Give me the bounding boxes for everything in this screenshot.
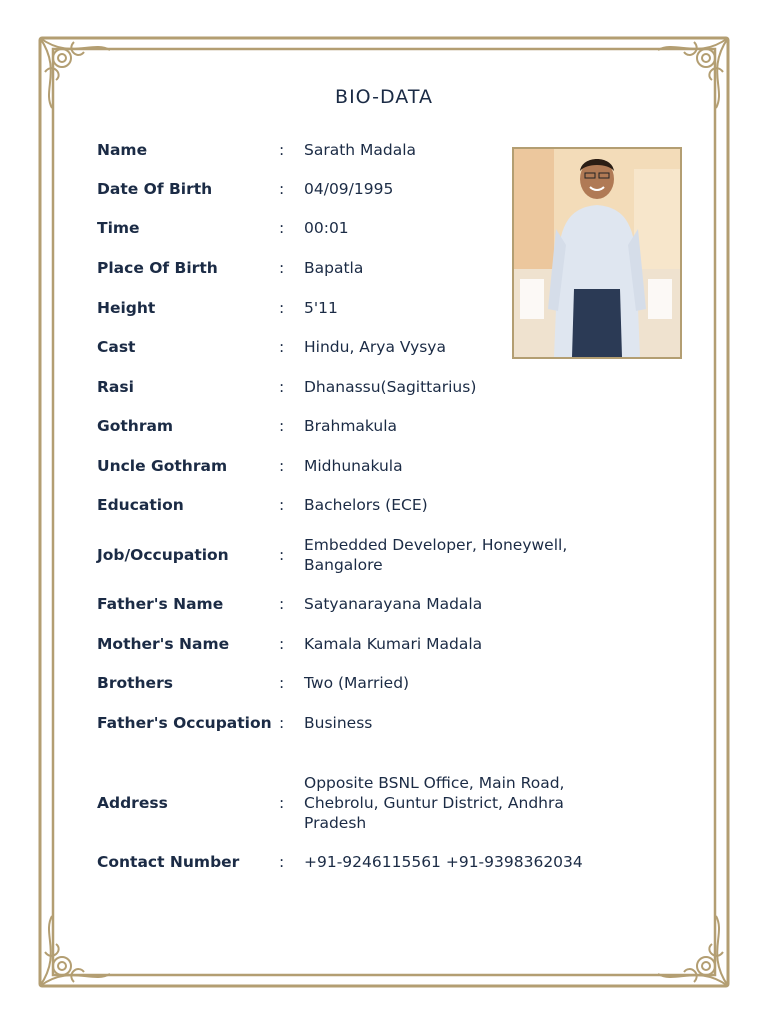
field-value: 5'11 <box>304 299 338 317</box>
field-row-uncle-gothram <box>97 456 617 476</box>
field-row-rasi <box>97 377 617 397</box>
separator: : <box>279 141 285 159</box>
field-value: Two (Married) <box>304 674 410 692</box>
field-value: Opposite BSNL Office, Main Road, Chebrolu, Guntur District, Andhra Pradesh <box>304 774 565 832</box>
separator: : <box>279 457 285 475</box>
field-row-address <box>97 773 617 833</box>
field-row-contact-number <box>97 852 617 872</box>
field-row-fathers-occupation <box>97 713 617 733</box>
field-label: Height <box>97 299 156 317</box>
field-label: Time <box>97 219 140 237</box>
field-row-name <box>97 140 617 160</box>
field-value: Kamala Kumari Madala <box>304 635 483 653</box>
field-label: Mother's Name <box>97 635 230 653</box>
field-value: Business <box>304 714 373 732</box>
field-row-cast <box>97 337 617 357</box>
field-label: Name <box>97 141 148 159</box>
separator: : <box>279 635 285 653</box>
field-value: Sarath Madala <box>304 141 417 159</box>
separator: : <box>279 595 285 613</box>
page-title: BIO-DATA <box>335 86 433 108</box>
field-value: Brahmakula <box>304 417 398 435</box>
field-row-brothers <box>97 673 617 693</box>
field-value: 00:01 <box>304 219 349 237</box>
field-row-education <box>97 495 617 515</box>
field-label: Place Of Birth <box>97 259 218 277</box>
field-row-fathers-name <box>97 594 617 614</box>
field-value: +91-9246115561 +91-9398362034 <box>304 853 583 871</box>
field-row-dob <box>97 179 617 199</box>
field-value: Embedded Developer, Honeywell, Bangalore <box>304 536 568 574</box>
field-label: Father's Occupation <box>97 714 272 732</box>
field-row-gothram <box>97 416 617 436</box>
field-row-place-of-birth <box>97 258 617 278</box>
separator: : <box>279 219 285 237</box>
field-value: Hindu, Arya Vysya <box>304 338 446 356</box>
separator: : <box>279 259 285 277</box>
separator: : <box>279 853 285 871</box>
field-value: Bapatla <box>304 259 364 277</box>
field-label: Gothram <box>97 417 174 435</box>
field-label: Education <box>97 496 184 514</box>
separator: : <box>279 338 285 356</box>
separator: : <box>279 299 285 317</box>
separator: : <box>279 417 285 435</box>
separator: : <box>279 496 285 514</box>
field-row-time <box>97 218 617 238</box>
field-value: Midhunakula <box>304 457 403 475</box>
separator: : <box>279 794 285 812</box>
separator: : <box>279 674 285 692</box>
separator: : <box>279 378 285 396</box>
field-label: Cast <box>97 338 136 356</box>
field-value: Dhanassu(Sagittarius) <box>304 378 477 396</box>
field-row-height <box>97 298 617 318</box>
field-value: 04/09/1995 <box>304 180 394 198</box>
field-label: Date Of Birth <box>97 180 213 198</box>
field-value: Bachelors (ECE) <box>304 496 428 514</box>
field-label: Contact Number <box>97 853 240 871</box>
field-label: Rasi <box>97 378 134 396</box>
separator: : <box>279 714 285 732</box>
field-label: Brothers <box>97 674 173 692</box>
field-row-job-occupation <box>97 535 617 575</box>
field-label: Father's Name <box>97 595 224 613</box>
field-row-mothers-name <box>97 634 617 654</box>
field-value: Satyanarayana Madala <box>304 595 483 613</box>
field-label: Uncle Gothram <box>97 457 228 475</box>
separator: : <box>279 180 285 198</box>
separator: : <box>279 546 285 564</box>
field-label: Address <box>97 794 168 812</box>
field-label: Job/Occupation <box>97 546 229 564</box>
